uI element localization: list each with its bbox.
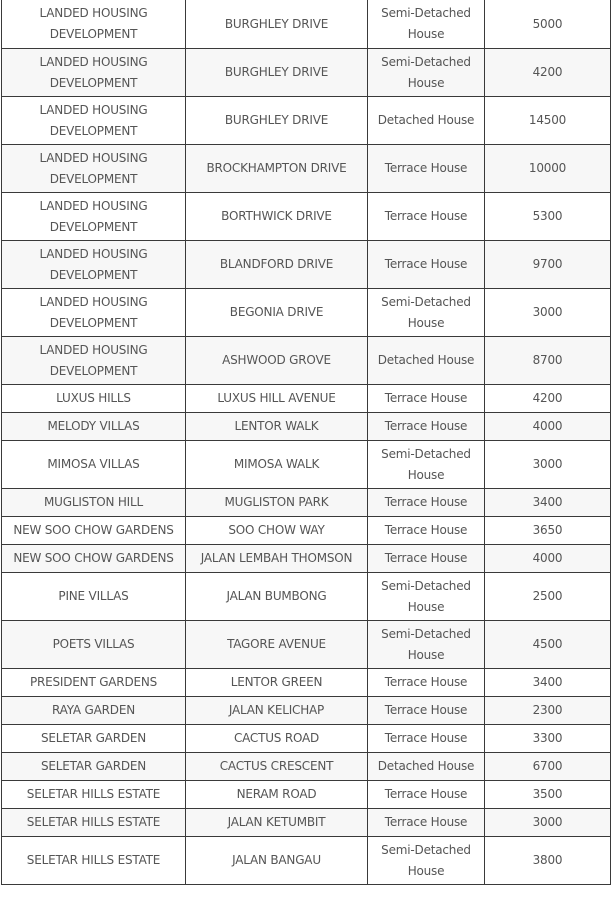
estate-cell: MUGLISTON HILL: [2, 489, 186, 517]
street-cell: BROCKHAMPTON DRIVE: [186, 145, 368, 193]
table-row: [2, 145, 611, 193]
house-type-cell: Semi-Detached House: [368, 621, 485, 669]
street-cell: MUGLISTON PARK: [186, 489, 368, 517]
size-cell: 8700: [485, 337, 611, 385]
house-type-cell: Terrace House: [368, 781, 485, 809]
size-cell: 3000: [485, 441, 611, 489]
table-row: [2, 193, 611, 241]
house-type-cell: Detached House: [368, 97, 485, 145]
estate-cell: LANDED HOUSING DEVELOPMENT: [2, 337, 186, 385]
size-cell: 2300: [485, 697, 611, 725]
street-cell: ASHWOOD GROVE: [186, 337, 368, 385]
estate-cell: LANDED HOUSING DEVELOPMENT: [2, 289, 186, 337]
street-cell: BLANDFORD DRIVE: [186, 241, 368, 289]
street-cell: BURGHLEY DRIVE: [186, 0, 368, 49]
house-type-cell: Semi-Detached House: [368, 0, 485, 49]
street-cell: BURGHLEY DRIVE: [186, 49, 368, 97]
estate-cell: SELETAR GARDEN: [2, 725, 186, 753]
estate-cell: POETS VILLAS: [2, 621, 186, 669]
size-cell: 10000: [485, 145, 611, 193]
estate-cell: SELETAR HILLS ESTATE: [2, 837, 186, 885]
house-type-cell: Semi-Detached House: [368, 837, 485, 885]
table-row: [2, 517, 611, 545]
table-row: [2, 621, 611, 669]
estate-cell: LANDED HOUSING DEVELOPMENT: [2, 145, 186, 193]
estate-cell: LUXUS HILLS: [2, 385, 186, 413]
table-row: [2, 241, 611, 289]
size-cell: 5000: [485, 0, 611, 49]
house-type-cell: Semi-Detached House: [368, 573, 485, 621]
street-cell: MIMOSA WALK: [186, 441, 368, 489]
size-cell: 3000: [485, 809, 611, 837]
size-cell: 4200: [485, 49, 611, 97]
estate-cell: LANDED HOUSING DEVELOPMENT: [2, 0, 186, 49]
table-row: [2, 837, 611, 885]
size-cell: 4000: [485, 413, 611, 441]
table-row: [2, 441, 611, 489]
house-type-cell: Detached House: [368, 753, 485, 781]
estate-cell: PINE VILLAS: [2, 573, 186, 621]
house-type-cell: Terrace House: [368, 193, 485, 241]
size-cell: 3500: [485, 781, 611, 809]
table-row: [2, 489, 611, 517]
estate-cell: LANDED HOUSING DEVELOPMENT: [2, 241, 186, 289]
estate-cell: RAYA GARDEN: [2, 697, 186, 725]
table-row: [2, 669, 611, 697]
house-type-cell: Terrace House: [368, 413, 485, 441]
size-cell: 4200: [485, 385, 611, 413]
table-row: [2, 337, 611, 385]
table-container: [1, 0, 610, 885]
street-cell: LENTOR GREEN: [186, 669, 368, 697]
house-type-cell: Terrace House: [368, 725, 485, 753]
size-cell: 6700: [485, 753, 611, 781]
table-row: [2, 413, 611, 441]
house-type-cell: Terrace House: [368, 809, 485, 837]
estate-cell: SELETAR GARDEN: [2, 753, 186, 781]
table-row: [2, 97, 611, 145]
size-cell: 4500: [485, 621, 611, 669]
table-row: [2, 809, 611, 837]
size-cell: 9700: [485, 241, 611, 289]
street-cell: CACTUS ROAD: [186, 725, 368, 753]
house-type-cell: Semi-Detached House: [368, 49, 485, 97]
table-row: [2, 49, 611, 97]
house-type-cell: Semi-Detached House: [368, 289, 485, 337]
landed-housing-table: [1, 0, 611, 885]
table-row: [2, 781, 611, 809]
size-cell: 3400: [485, 669, 611, 697]
table-row: [2, 697, 611, 725]
table-row: [2, 289, 611, 337]
estate-cell: MIMOSA VILLAS: [2, 441, 186, 489]
estate-cell: MELODY VILLAS: [2, 413, 186, 441]
size-cell: 3400: [485, 489, 611, 517]
size-cell: 3300: [485, 725, 611, 753]
size-cell: 2500: [485, 573, 611, 621]
house-type-cell: Terrace House: [368, 385, 485, 413]
house-type-cell: Terrace House: [368, 489, 485, 517]
table-row: [2, 725, 611, 753]
table-row: [2, 385, 611, 413]
estate-cell: SELETAR HILLS ESTATE: [2, 809, 186, 837]
street-cell: BURGHLEY DRIVE: [186, 97, 368, 145]
size-cell: 3800: [485, 837, 611, 885]
house-type-cell: Terrace House: [368, 517, 485, 545]
street-cell: BEGONIA DRIVE: [186, 289, 368, 337]
house-type-cell: Terrace House: [368, 545, 485, 573]
street-cell: JALAN KETUMBIT: [186, 809, 368, 837]
house-type-cell: Terrace House: [368, 145, 485, 193]
house-type-cell: Terrace House: [368, 669, 485, 697]
estate-cell: LANDED HOUSING DEVELOPMENT: [2, 49, 186, 97]
street-cell: JALAN BANGAU: [186, 837, 368, 885]
table-row: [2, 545, 611, 573]
street-cell: SOO CHOW WAY: [186, 517, 368, 545]
street-cell: JALAN KELICHAP: [186, 697, 368, 725]
estate-cell: NEW SOO CHOW GARDENS: [2, 517, 186, 545]
estate-cell: LANDED HOUSING DEVELOPMENT: [2, 97, 186, 145]
estate-cell: NEW SOO CHOW GARDENS: [2, 545, 186, 573]
estate-cell: SELETAR HILLS ESTATE: [2, 781, 186, 809]
street-cell: JALAN BUMBONG: [186, 573, 368, 621]
estate-cell: LANDED HOUSING DEVELOPMENT: [2, 193, 186, 241]
street-cell: BORTHWICK DRIVE: [186, 193, 368, 241]
street-cell: CACTUS CRESCENT: [186, 753, 368, 781]
street-cell: TAGORE AVENUE: [186, 621, 368, 669]
street-cell: JALAN LEMBAH THOMSON: [186, 545, 368, 573]
street-cell: LENTOR WALK: [186, 413, 368, 441]
house-type-cell: Terrace House: [368, 697, 485, 725]
house-type-cell: Terrace House: [368, 241, 485, 289]
street-cell: LUXUS HILL AVENUE: [186, 385, 368, 413]
size-cell: 3650: [485, 517, 611, 545]
table-row: [2, 753, 611, 781]
size-cell: 3000: [485, 289, 611, 337]
size-cell: 14500: [485, 97, 611, 145]
house-type-cell: Semi-Detached House: [368, 441, 485, 489]
estate-cell: PRESIDENT GARDENS: [2, 669, 186, 697]
house-type-cell: Detached House: [368, 337, 485, 385]
table-row: [2, 573, 611, 621]
table-body: [2, 0, 611, 885]
street-cell: NERAM ROAD: [186, 781, 368, 809]
table-row: [2, 0, 611, 49]
size-cell: 5300: [485, 193, 611, 241]
size-cell: 4000: [485, 545, 611, 573]
